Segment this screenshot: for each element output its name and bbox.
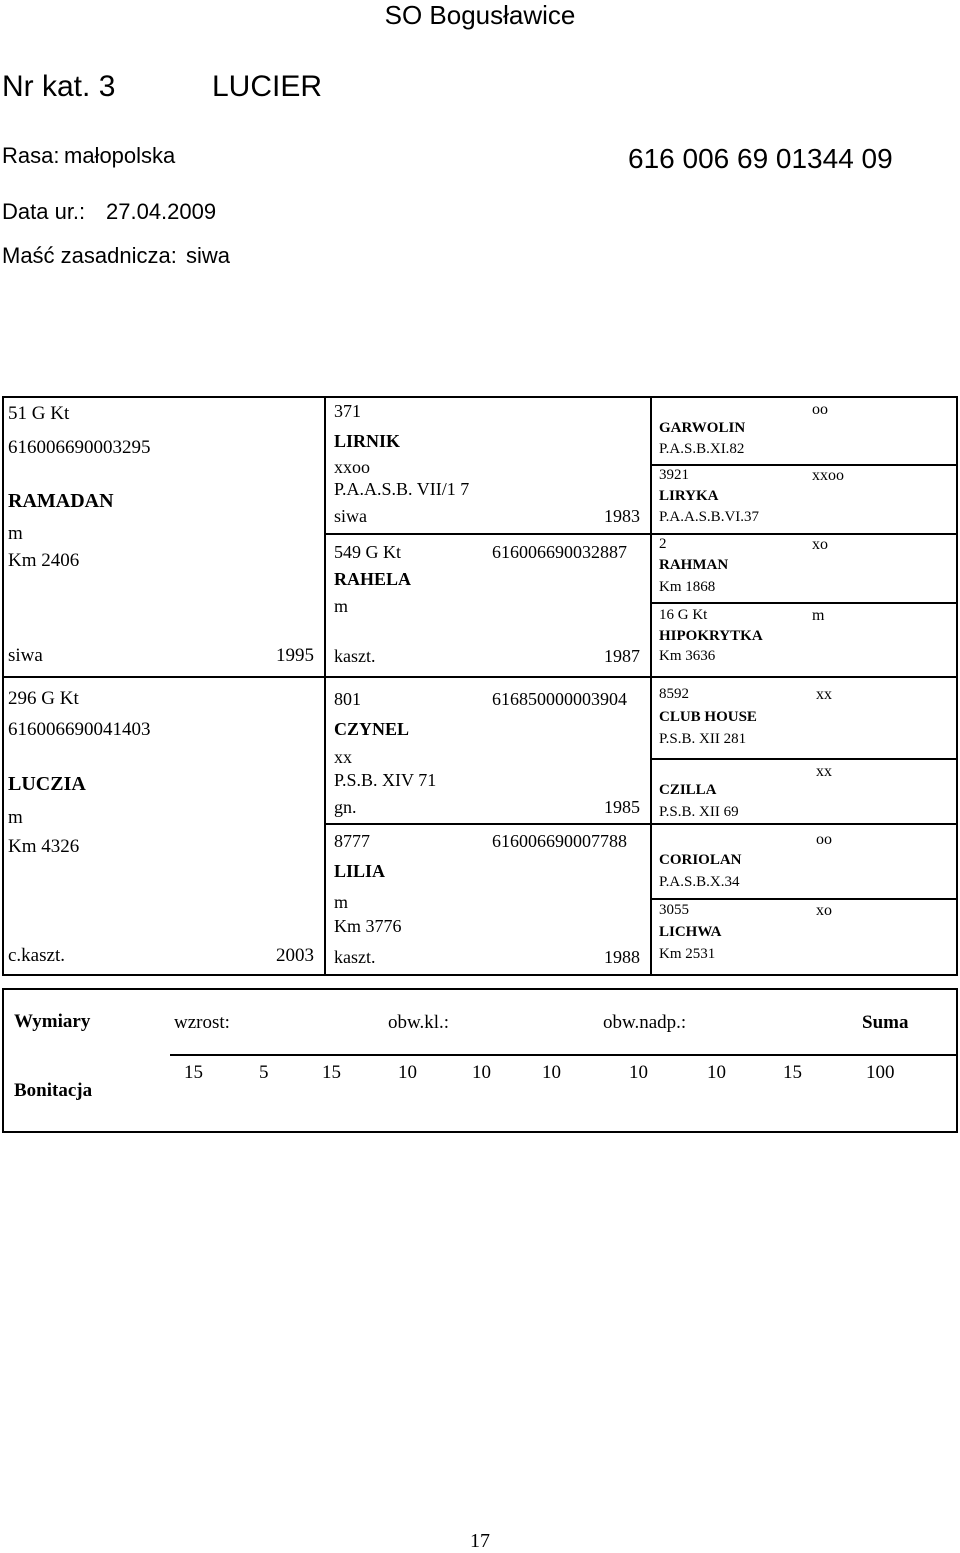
sire-dam-name: RAHELA <box>334 569 412 589</box>
ddd-name: LICHWA <box>659 924 722 940</box>
ssd-ref: 3921 <box>659 467 689 483</box>
dam-name: LUCZIA <box>8 773 86 795</box>
dam-sire-reg: P.S.B. XIV 71 <box>334 770 437 790</box>
dob-value: 27.04.2009 <box>106 199 217 224</box>
color-value: siwa <box>186 243 231 268</box>
ssd-code: xxoo <box>812 467 844 484</box>
color-label: Maść zasadnicza: <box>2 243 177 268</box>
dam-color: c.kaszt. <box>8 945 65 966</box>
dam-sire-name: CZYNEL <box>334 719 410 739</box>
dds-code: oo <box>816 831 832 848</box>
score-value: 10 <box>398 1062 417 1083</box>
ddd-code: xo <box>816 902 832 919</box>
mtable-top <box>2 988 958 990</box>
sdd-ref: 16 G Kt <box>659 607 708 623</box>
mtable-right <box>956 988 958 1133</box>
grid-c2-split-top <box>324 533 652 535</box>
sire-dam-color: kaszt. <box>334 646 376 666</box>
dam-ref: 296 G Kt <box>8 688 79 709</box>
dsd-name: CZILLA <box>659 782 717 798</box>
sdd-code: m <box>812 607 825 624</box>
dam-dam-color: kaszt. <box>334 947 376 967</box>
dam-year: 2003 <box>276 945 314 966</box>
sire-sire-ref: 371 <box>334 401 361 421</box>
chest-label: obw.kl.: <box>388 1012 450 1033</box>
sds-ref: 2 <box>659 536 667 552</box>
sum-label: Suma <box>862 1012 909 1033</box>
sire-sire-color: siwa <box>334 506 367 526</box>
dss-code: xx <box>816 686 832 703</box>
grid-col1 <box>324 396 326 976</box>
dam-dam-reg: Km 3776 <box>334 916 402 936</box>
breed-value: małopolska <box>64 143 176 168</box>
sds-name: RAHMAN <box>659 557 729 573</box>
score-value: 5 <box>259 1062 269 1083</box>
sire-ueln: 616006690003295 <box>8 437 151 458</box>
sss-name: GARWOLIN <box>659 420 746 436</box>
horse-name: LUCIER <box>212 70 323 103</box>
dam-dam-name: LILIA <box>334 861 386 881</box>
dsd-code: xx <box>816 763 832 780</box>
dds-name: CORIOLAN <box>659 852 742 868</box>
height-label: wzrost: <box>174 1012 230 1033</box>
score-value: 10 <box>472 1062 491 1083</box>
score-value: 10 <box>629 1062 648 1083</box>
grid-col2 <box>650 396 652 976</box>
score-value: 15 <box>184 1062 203 1083</box>
ssd-reg: P.A.A.S.B.VI.37 <box>659 509 760 525</box>
grid-c3-c <box>650 602 958 604</box>
sire-ref: 51 G Kt <box>8 403 70 424</box>
score-value: 15 <box>783 1062 802 1083</box>
sire-color: siwa <box>8 645 43 666</box>
catalog-label <box>2 70 115 104</box>
ssd-name: LIRYKA <box>659 488 719 504</box>
sire-dam-sex: m <box>334 596 349 616</box>
dam-sire-code: xx <box>334 747 352 767</box>
mtable-left <box>2 988 4 1133</box>
grid-c3-f <box>650 898 958 900</box>
dam-sire-year: 1985 <box>604 797 640 817</box>
sds-code: xo <box>812 536 828 553</box>
score-value: 10 <box>707 1062 726 1083</box>
dam-sire-color: gn. <box>334 797 357 817</box>
dam-dam-year: 1988 <box>604 947 640 967</box>
ddd-reg: Km 2531 <box>659 946 716 962</box>
cannon-label: obw.nadp.: <box>603 1012 687 1033</box>
score-label: Bonitacja <box>14 1080 93 1101</box>
grid-left <box>2 396 4 976</box>
sds-reg: Km 1868 <box>659 579 716 595</box>
page-number: 17 <box>470 1530 490 1552</box>
ddd-ref: 3055 <box>659 902 689 918</box>
dss-name: CLUB HOUSE <box>659 709 757 725</box>
dam-sire-ref: 801 <box>334 689 361 709</box>
grid-right <box>956 396 958 976</box>
dam-dam-sex: m <box>334 892 349 912</box>
dam-reg: Km 4326 <box>8 836 80 857</box>
sire-dam-ref: 549 G Kt <box>334 542 401 562</box>
id-number: 616 006 69 01344 09 <box>628 143 893 174</box>
dss-reg: P.S.B. XII 281 <box>659 731 747 747</box>
mtable-bottom <box>2 1131 958 1133</box>
sire-dam-year: 1987 <box>604 646 640 666</box>
dam-sire-ueln: 616850000003904 <box>492 689 627 709</box>
sire-sire-reg: P.A.A.S.B. VII/1 7 <box>334 479 470 499</box>
sire-year: 1995 <box>276 645 314 666</box>
dimensions-label: Wymiary <box>14 1011 91 1032</box>
sss-reg: P.A.S.B.XI.82 <box>659 441 745 457</box>
dam-dam-ueln: 616006690007788 <box>492 831 627 851</box>
grid-c3-d <box>650 758 958 760</box>
dds-reg: P.A.S.B.X.34 <box>659 874 740 890</box>
catalog-label-text: Nr kat. <box>2 70 91 103</box>
dam-dam-ref: 8777 <box>334 831 370 851</box>
grid-middle <box>2 676 958 678</box>
dam-ueln: 616006690041403 <box>8 719 151 740</box>
grid-c3-a <box>650 464 958 466</box>
grid-c3-e <box>650 823 958 825</box>
sire-sire-year: 1983 <box>604 506 640 526</box>
organization-title: SO Bogusławice <box>384 0 576 30</box>
sire-sire-name: LIRNIK <box>334 431 401 451</box>
grid-c3-b <box>650 533 958 535</box>
catalog-number: 3 <box>98 70 116 103</box>
dam-sex: m <box>8 807 23 828</box>
dss-ref: 8592 <box>659 686 689 702</box>
score-sum: 100 <box>866 1062 895 1083</box>
sss-code: oo <box>812 401 828 418</box>
breed-label: Rasa: <box>2 143 60 168</box>
sire-reg: Km 2406 <box>8 550 80 571</box>
dob-label: Data ur.: <box>2 199 86 224</box>
sdd-reg: Km 3636 <box>659 648 716 664</box>
grid-c2-split-bottom <box>324 823 652 825</box>
mtable-scores-line <box>170 1054 958 1056</box>
grid-bottom <box>2 974 958 976</box>
score-value: 15 <box>322 1062 341 1083</box>
score-value: 10 <box>542 1062 561 1083</box>
sdd-name: HIPOKRYTKA <box>659 628 763 644</box>
sire-sex: m <box>8 523 23 544</box>
grid-top <box>2 396 958 398</box>
sire-dam-ueln: 616006690032887 <box>492 542 627 562</box>
sire-sire-code: xxoo <box>334 457 370 477</box>
dsd-reg: P.S.B. XII 69 <box>659 804 739 820</box>
sire-name: RAMADAN <box>8 490 114 512</box>
